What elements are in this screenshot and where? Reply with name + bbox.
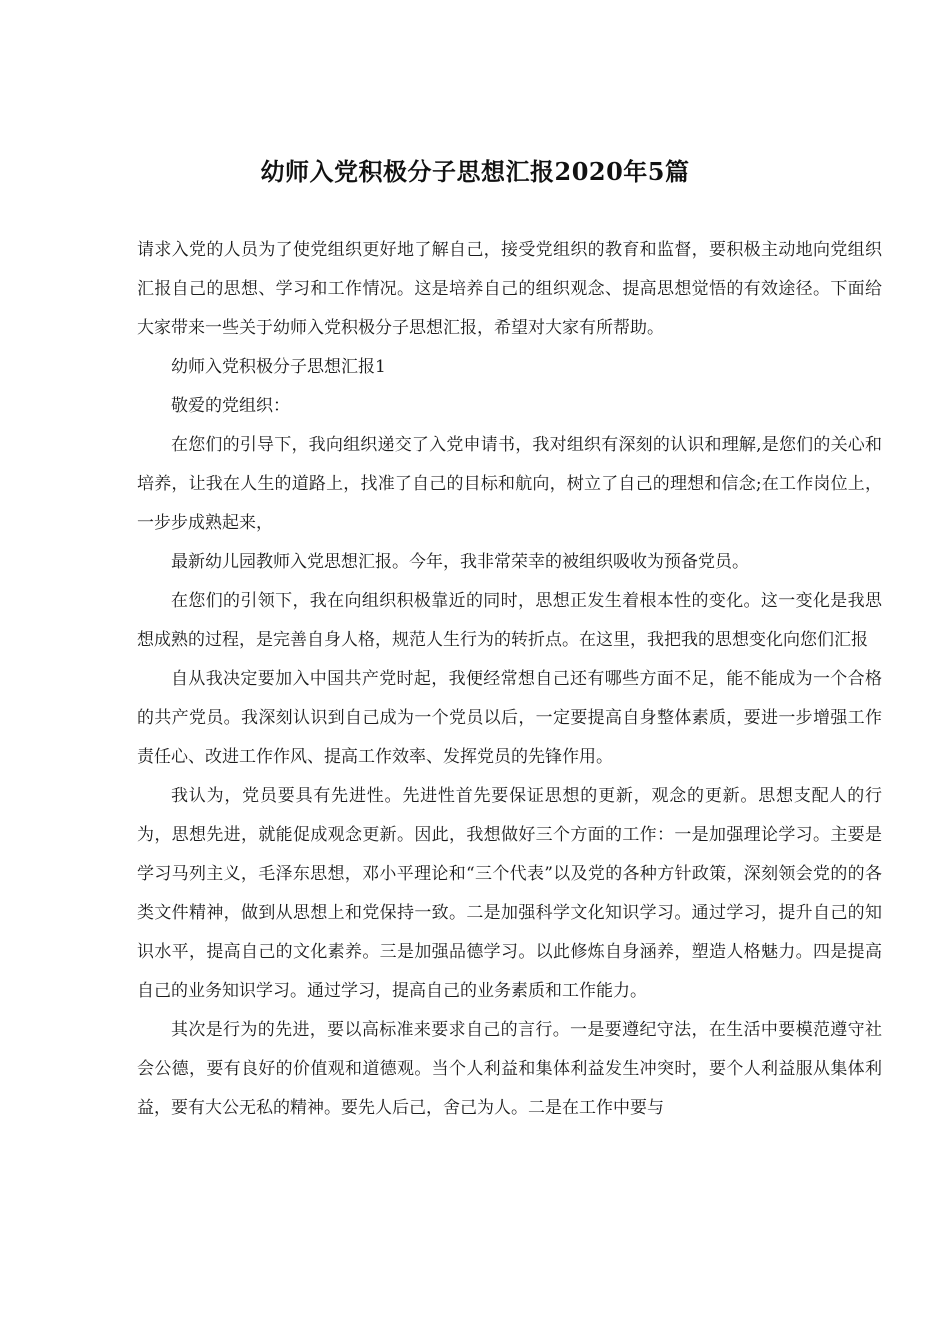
body-paragraph: 在您们的引导下，我向组织递交了入党申请书，我对组织有深刻的认识和理解,是您们的关心和培养，让我在人生的道路上，找准了自己的目标和航向，树立了自己的理想和信念;在工作岗位上，一步步成熟起来， [137,435,882,533]
document-body [137,231,882,1128]
body-paragraph: 其次是行为的先进，要以高标准来要求自己的言行。一是要遵纪守法，在生活中要模范遵守社会公德，要有良好的价值观和道德观。当个人利益和集体利益发生冲突时，要个人利益服从集体利益，要有大公无私的精神。要先人后己，舍己为人。二是在工作中要与 [137,1020,882,1118]
section-heading: 幼师入党积极分子思想汇报1 [171,357,386,377]
body-paragraph: 最新幼儿园教师入党思想汇报。今年，我非常荣幸的被组织吸收为预备党员。 [171,552,749,572]
body-paragraph: 在您们的引领下，我在向组织积极靠近的同时，思想正发生着根本性的变化。这一变化是我思想成熟的过程，是完善自身人格，规范人生行为的转折点。在这里，我把我的思想变化向您们汇报 [137,591,882,650]
intro-paragraph: 请求入党的人员为了使党组织更好地了解自己，接受党组织的教育和监督，要积极主动地向党组织汇报自己的思想、学习和工作情况。这是培养自己的组织观念、提高思想觉悟的有效途径。下面给大家带来一些关于幼师入党积极分子思想汇报，希望对大家有所帮助。 [137,240,882,338]
document-title: 幼师入党积极分子思想汇报2020年5篇 [260,157,690,186]
salutation: 敬爱的党组织： [171,396,290,416]
body-paragraph: 自从我决定要加入中国共产党时起，我便经常想自己还有哪些方面不足，能不能成为一个合格的共产党员。我深刻认识到自己成为一个党员以后，一定要提高自身整体素质，要进一步增强工作责任心、改进工作作风、提高工作效率、发挥党员的先锋作用。 [137,669,882,767]
body-paragraph: 我认为，党员要具有先进性。先进性首先要保证思想的更新，观念的更新。思想支配人的行为，思想先进，就能促成观念更新。因此，我想做好三个方面的工作：一是加强理论学习。主要是学习马列主义，毛泽东思想，邓小平理论和“三个代表”以及党的各种方针政策，深刻领会党的的各类文件精神，做到从思想上和党保持一致。二是加强科学文化知识学习。通过学习，提升自己的知识水平，提高自己的文化素养。三是加强品德学习。以此修炼自身涵养，塑造人格魅力。四是提高自己的业务知识学习。通过学习，提高自己的业务素质和工作能力。 [137,786,882,1001]
